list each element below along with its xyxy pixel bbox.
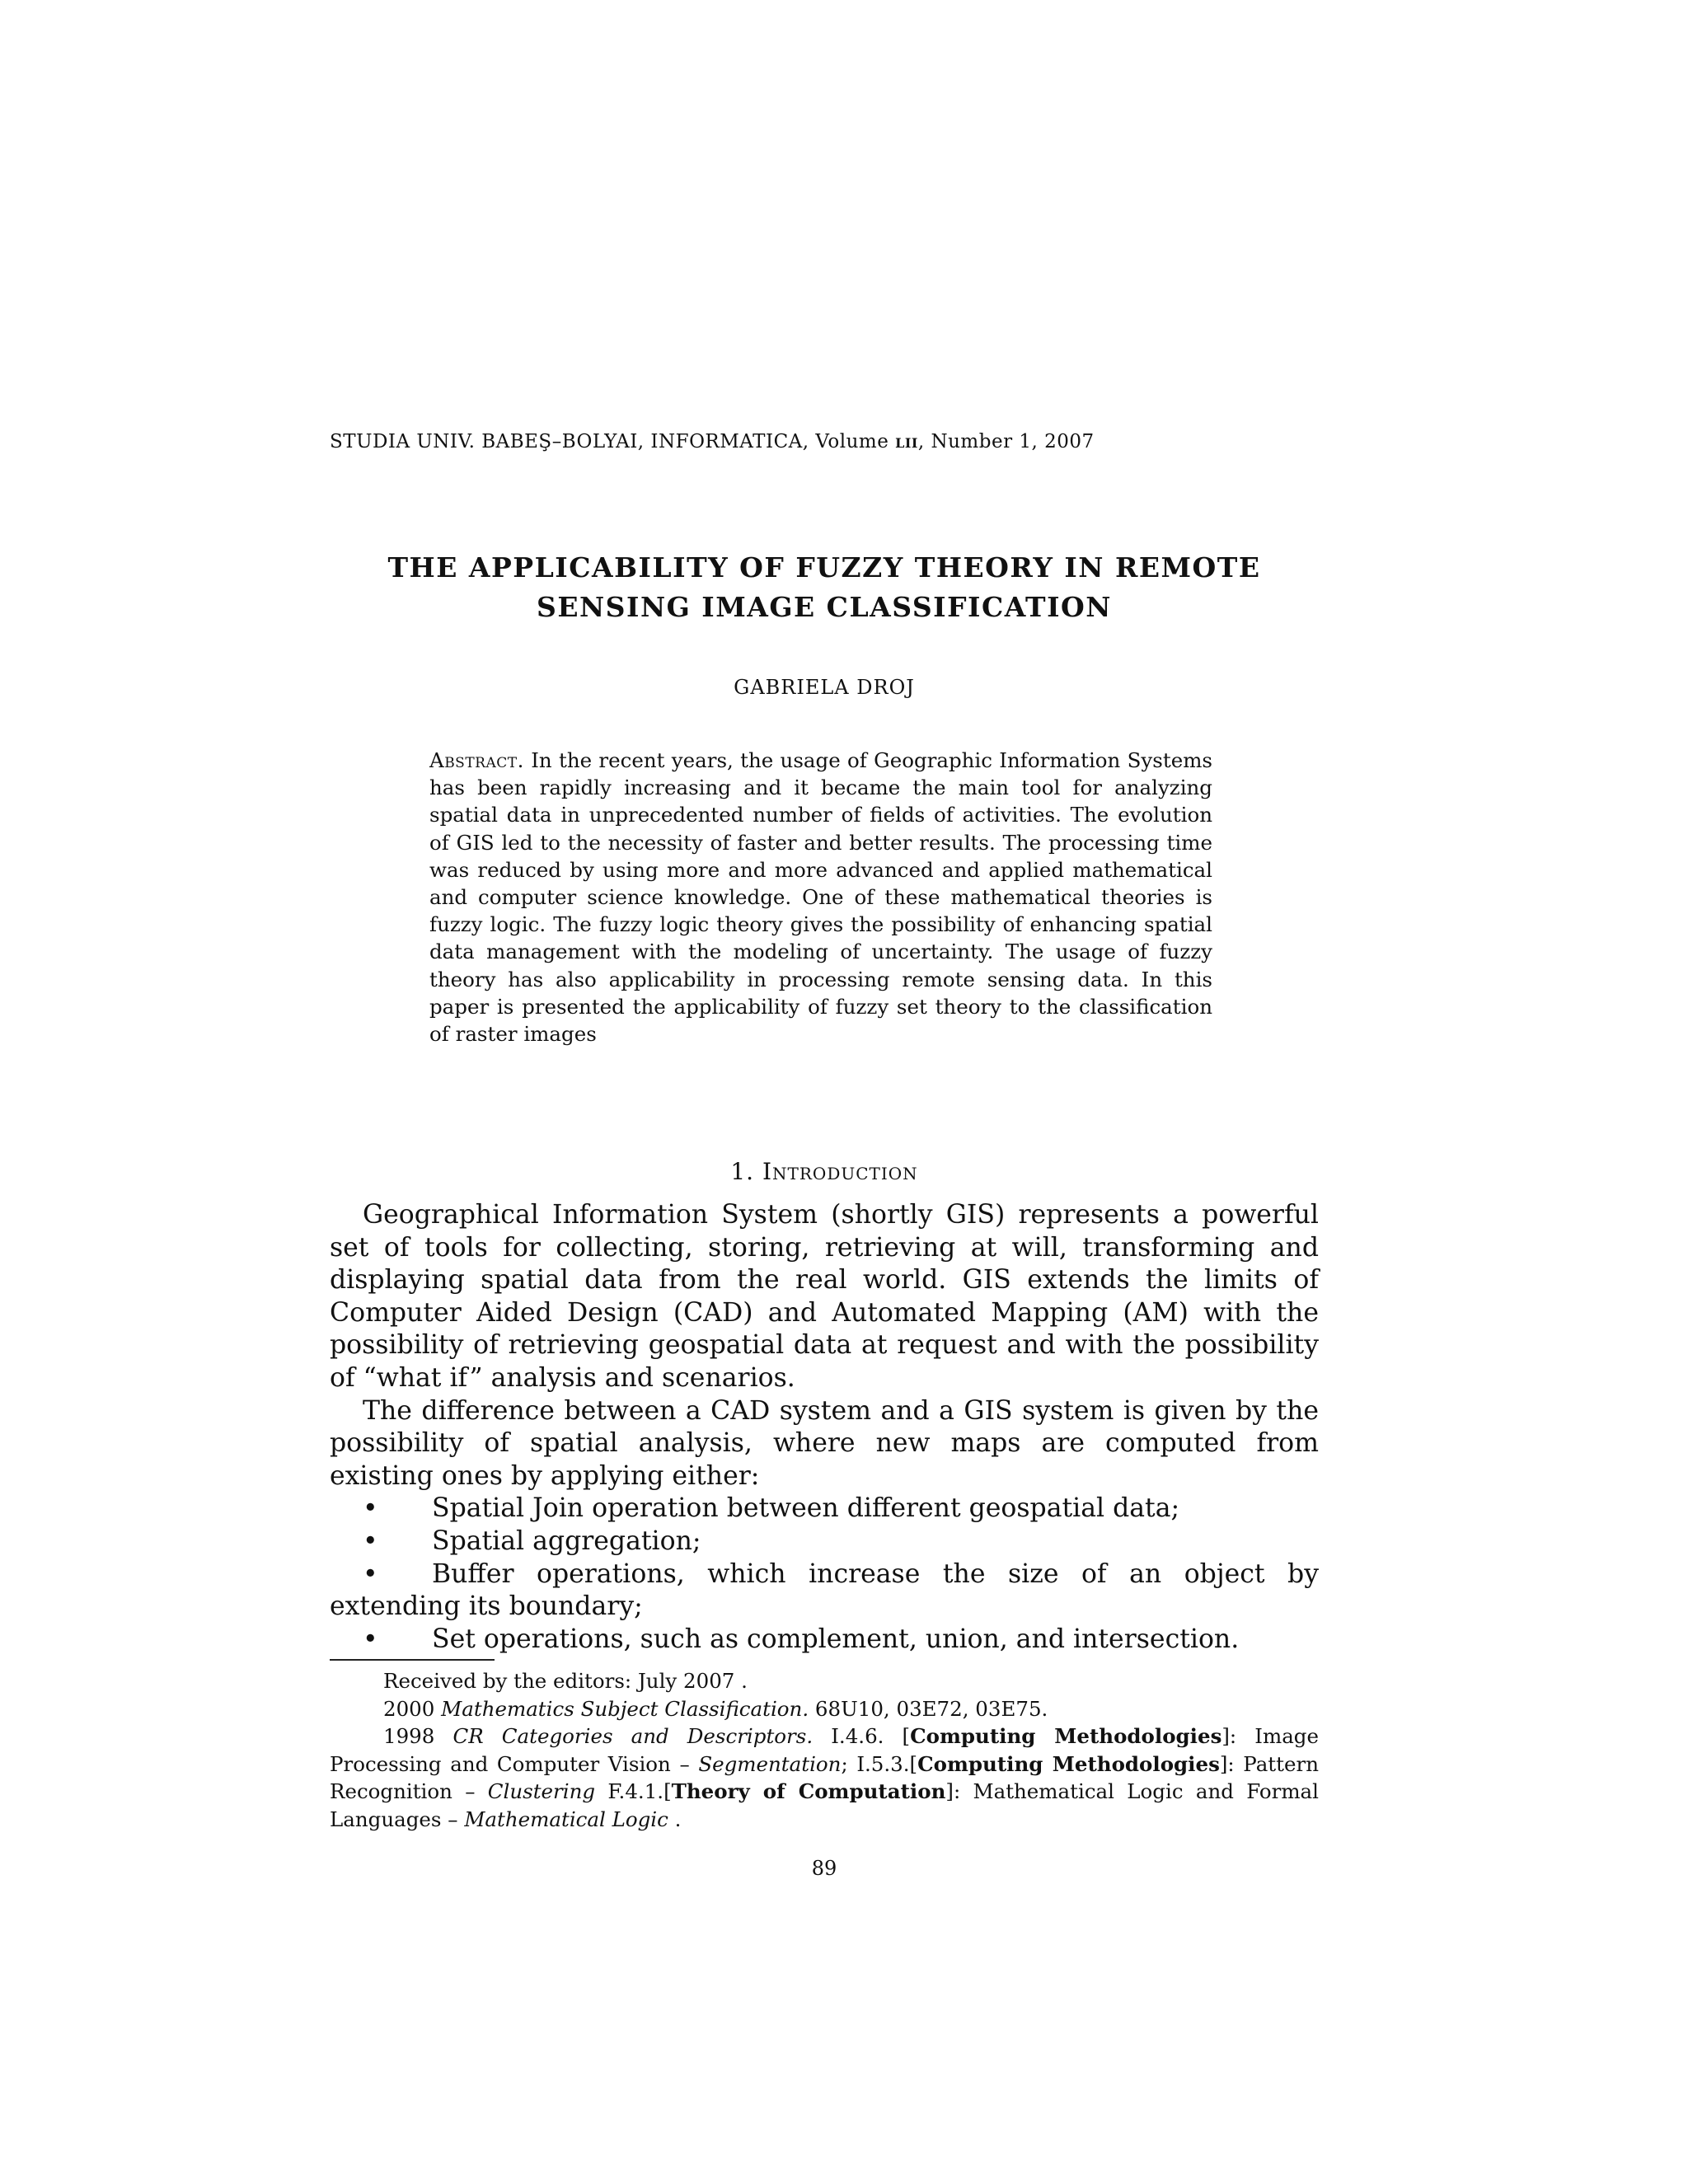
paper-title-line-1: THE APPLICABILITY OF FUZZY THEORY IN REMOTE	[387, 551, 1261, 583]
cr-2-code: ; I.5.3.[	[841, 1751, 918, 1776]
list-item-text: Spatial Join operation between different geospatial data;	[432, 1493, 1180, 1524]
cr-2-category: Computing Methodologies	[917, 1751, 1220, 1776]
abstract	[429, 747, 1212, 1047]
bullet-icon: •	[363, 1526, 378, 1556]
list-item	[330, 1558, 1319, 1624]
paper-title	[247, 548, 1401, 627]
list-item-text: Buffer operations, which increase the size of an object by extending its boundary;	[330, 1558, 1319, 1622]
body-paragraph: Geographical Information System (shortly GIS) represents a powerful set of tools for collecting, storing, retrieving at will, transforming and displaying spatial data from the real world. GIS extends the limits of Computer Aided Design (CAD) and Automated Mapping (AM) with the possibility of retrieving geospatial data at request and with the possibility of “what if” analysis and scenarios.	[330, 1200, 1319, 1393]
section-title: Introduction	[762, 1158, 918, 1185]
page-number: 89	[811, 1857, 837, 1880]
msc-year: 2000	[383, 1696, 435, 1721]
bullet-icon: •	[363, 1493, 378, 1524]
cr-1-sub: Segmentation	[698, 1751, 842, 1776]
cr-3-code: F.4.1.[	[595, 1779, 672, 1803]
msc-codes: 68U10, 03E72, 03E75.	[814, 1696, 1048, 1721]
bullet-icon: •	[363, 1624, 378, 1654]
abstract-label: Abstract.	[429, 748, 524, 772]
cr-label: CR Categories and Descriptors.	[452, 1724, 814, 1748]
footnote-received: Received by the editors: July 2007 .	[383, 1669, 748, 1693]
footnote-divider	[330, 1659, 495, 1661]
journal-header-number: , Number 1, 2007	[917, 431, 1095, 452]
abstract-text: In the recent years, the usage of Geographic Information Systems has been rapidly increasing and it became the main tool for analyzing spatial data in unprecedented number of fields of activities. The evolution of GIS led to the necessity of faster and better results. The processing time was reduced by using more and more advanced and applied mathematical and computer science knowledge. One of these mathematical theories is fuzzy logic. The fuzzy logic theory gives the possibility of enhancing spatial data management with the modeling of uncertainty. The usage of fuzzy theory has also applicability in processing remote sensing data. In this paper is presented the applicability of fuzzy set theory to the classification of raster images	[429, 748, 1212, 1047]
paper-author: GABRIELA DROJ	[734, 676, 915, 699]
cr-year: 1998	[383, 1724, 435, 1748]
cr-3-category: Theory of Computation	[671, 1779, 946, 1803]
section-number: 1.	[730, 1158, 755, 1185]
body-paragraph: The difference between a CAD system and a GIS system is given by the possibility of spatial analysis, where new maps are computed from existing ones by applying either:	[330, 1395, 1319, 1491]
journal-header-text: STUDIA UNIV. BABEŞ–BOLYAI, INFORMATICA, Volume	[330, 431, 896, 452]
cr-2-sub: Clustering	[487, 1779, 596, 1803]
footnote-cr	[330, 1722, 1319, 1833]
bullet-list	[330, 1493, 1319, 1656]
list-item	[330, 1493, 1319, 1526]
footnote-msc	[330, 1695, 1319, 1723]
cr-1-text: ]: Image Processing and Computer Vision –	[330, 1724, 1319, 1776]
cr-2-text: ]: Pattern Recognition –	[330, 1751, 1319, 1803]
list-item	[330, 1526, 1319, 1558]
msc-label: Mathematics Subject Classification.	[441, 1696, 809, 1721]
list-item-text: Spatial aggregation;	[432, 1526, 701, 1556]
journal-volume: lii	[895, 430, 918, 452]
cr-1-code: I.4.6. [	[831, 1724, 911, 1748]
footnotes	[330, 1667, 1319, 1833]
section-heading	[247, 1158, 1401, 1185]
journal-header	[330, 430, 1401, 452]
list-item-text: Set operations, such as complement, union, and intersection.	[432, 1624, 1240, 1654]
cr-end: .	[668, 1807, 682, 1831]
cr-3-text: ]: Mathematical Logic and Formal Languages –	[330, 1779, 1319, 1831]
body-text	[330, 1199, 1319, 1656]
cr-1-category: Computing Methodologies	[910, 1724, 1222, 1748]
paper-title-line-2: SENSING IMAGE CLASSIFICATION	[537, 591, 1112, 623]
bullet-icon: •	[363, 1558, 378, 1589]
cr-3-sub: Mathematical Logic	[464, 1807, 668, 1831]
list-item	[330, 1624, 1319, 1657]
